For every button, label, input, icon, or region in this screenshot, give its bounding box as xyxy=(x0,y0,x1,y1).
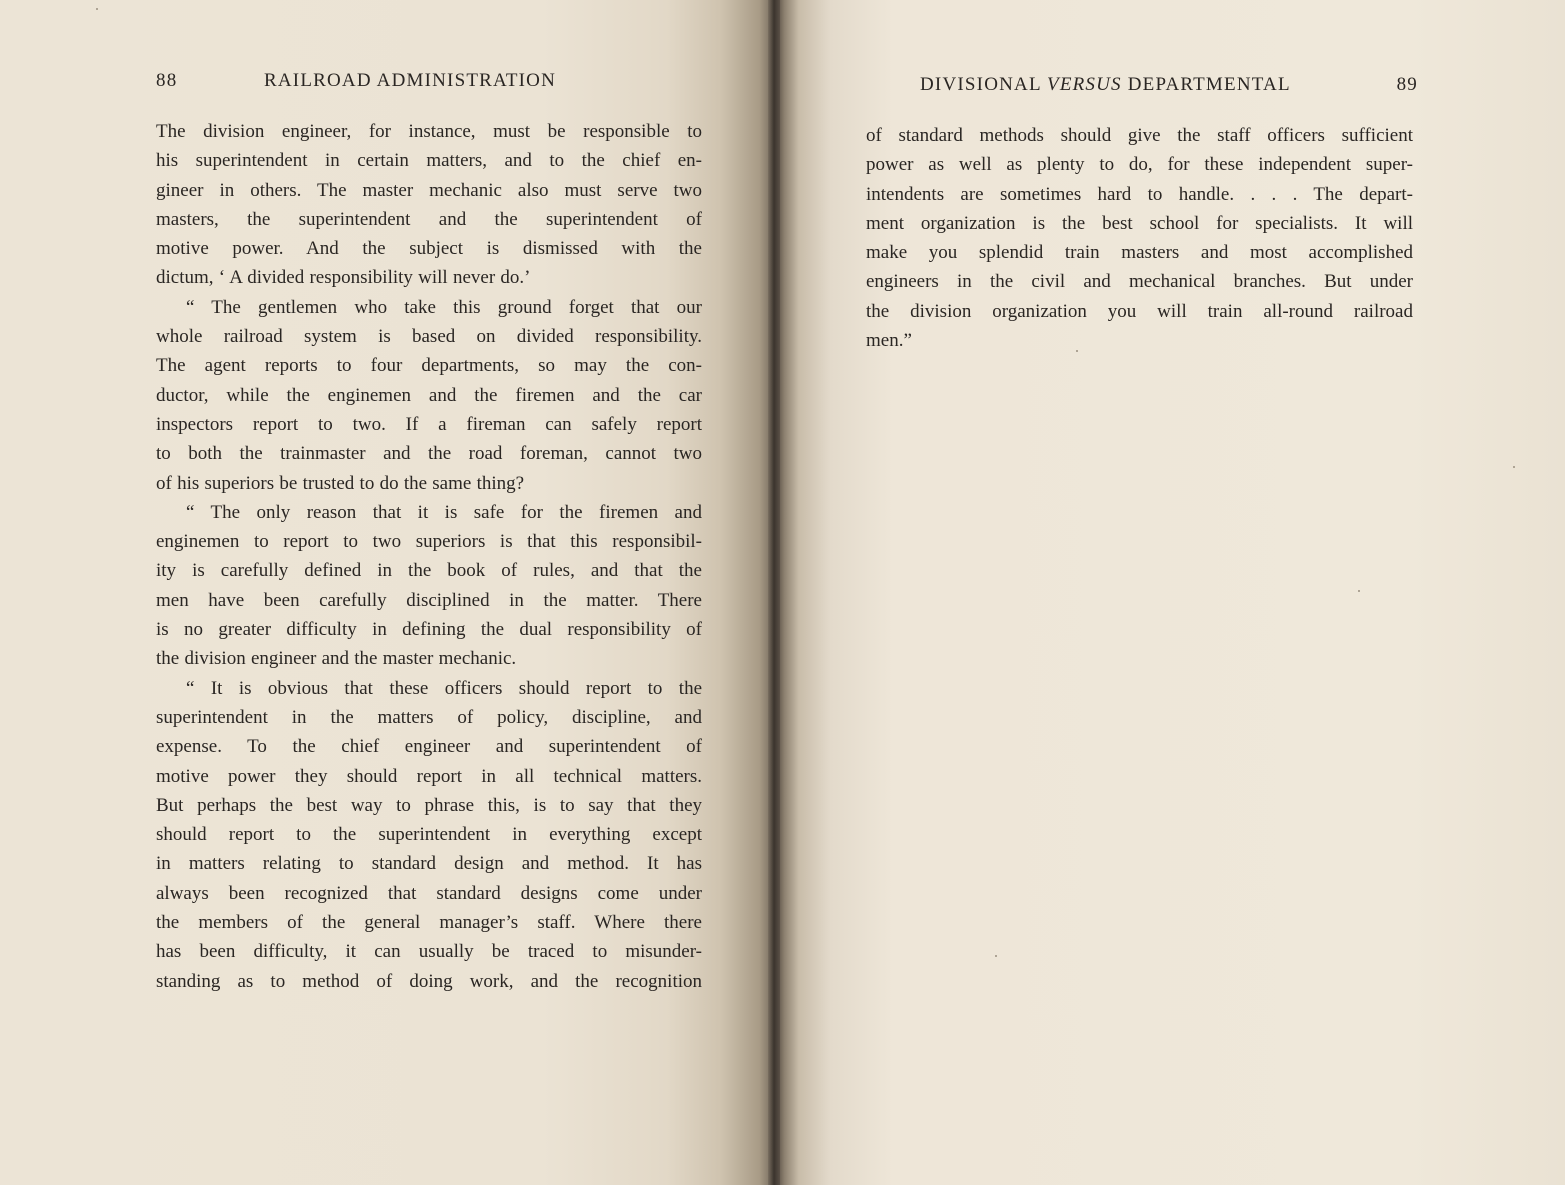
text-line: “ The only reason that it is safe for the firemen and xyxy=(186,501,702,523)
right-body-text xyxy=(866,121,1413,355)
text-line: “ It is obvious that these officers should report to the xyxy=(186,677,702,699)
text-line: whole railroad system is based on divided responsibility. xyxy=(156,326,702,348)
text-line: men have been carefully disciplined in the matter. There xyxy=(156,589,702,611)
text-line: intendents are sometimes hard to handle. . . . The depart- xyxy=(866,183,1413,205)
left-body-text xyxy=(156,117,702,996)
text-line: The agent reports to four departments, so may the con- xyxy=(156,355,702,377)
text-line: of his superiors be trusted to do the same thing? xyxy=(156,472,525,494)
text-line: has been difficulty, it can usually be traced to misunder- xyxy=(156,941,702,963)
text-line: men.” xyxy=(866,330,912,352)
text-line: The division engineer, for instance, must be responsible to xyxy=(156,121,702,142)
text-line: standing as to method of doing work, and the recognition xyxy=(156,970,702,992)
text-line: to both the trainmaster and the road foreman, cannot two xyxy=(156,443,702,465)
text-line: make you splendid train masters and most accomplished xyxy=(866,242,1413,264)
text-line: always been recognized that standard designs come under xyxy=(156,882,702,904)
text-line: superintendent in the matters of policy, discipline, and xyxy=(156,706,702,728)
text-line: gineer in others. The master mechanic also must serve two xyxy=(156,179,702,201)
text-line: the division engineer and the master mechanic. xyxy=(156,648,517,670)
text-line: should report to the superintendent in everything except xyxy=(156,824,702,846)
running-title-suffix: DEPARTMENTAL xyxy=(1121,74,1291,95)
book-gutter xyxy=(768,0,780,1185)
text-line: masters, the superintendent and the superintendent of xyxy=(156,208,702,230)
text-line: ductor, while the enginemen and the firemen and the car xyxy=(156,384,702,406)
text-line: expense. To the chief engineer and superintendent of xyxy=(156,736,702,758)
text-line: ity is carefully defined in the book of rules, and that the xyxy=(156,560,702,582)
paper-speck xyxy=(1358,590,1360,592)
text-line: power as well as plenty to do, for these independent super- xyxy=(866,154,1413,176)
left-running-title: RAILROAD ADMINISTRATION xyxy=(264,70,557,91)
text-line: the division organization you will train all-round railroad xyxy=(866,300,1413,322)
text-line: in matters relating to standard design and method. It has xyxy=(156,853,702,875)
text-line: motive power. And the subject is dismissed with the xyxy=(156,238,702,260)
text-line: enginemen to report to two superiors is that this responsibil- xyxy=(156,531,702,553)
text-line: But perhaps the best way to phrase this, is to say that they xyxy=(156,794,702,816)
left-page-number: 88 xyxy=(156,70,178,91)
text-line: of standard methods should give the staff officers sufficient xyxy=(866,125,1413,146)
text-line: the members of the general manager’s staff. Where there xyxy=(156,912,702,934)
text-line: motive power they should report in all technical matters. xyxy=(156,765,702,787)
paper-speck xyxy=(1076,350,1078,352)
text-line: “ The gentlemen who take this ground forget that our xyxy=(186,296,702,318)
running-title-prefix: DIVISIONAL xyxy=(920,74,1048,95)
text-line: his superintendent in certain matters, and to the chief en- xyxy=(156,150,702,172)
text-line: is no greater difficulty in defining the dual responsibility of xyxy=(156,619,702,641)
paper-speck xyxy=(96,8,98,10)
paper-speck xyxy=(1513,466,1515,468)
right-running-title xyxy=(920,74,1291,96)
text-line: dictum, ‘ A divided responsibility will never do.’ xyxy=(156,267,531,289)
right-page-number: 89 xyxy=(1396,74,1418,95)
paper-speck xyxy=(995,955,997,957)
text-line: engineers in the civil and mechanical branches. But under xyxy=(866,271,1413,293)
text-line: inspectors report to two. If a fireman can safely report xyxy=(156,413,702,435)
running-title-italic: VERSUS xyxy=(1047,74,1122,95)
text-line: ment organization is the best school for specialists. It will xyxy=(866,212,1413,234)
